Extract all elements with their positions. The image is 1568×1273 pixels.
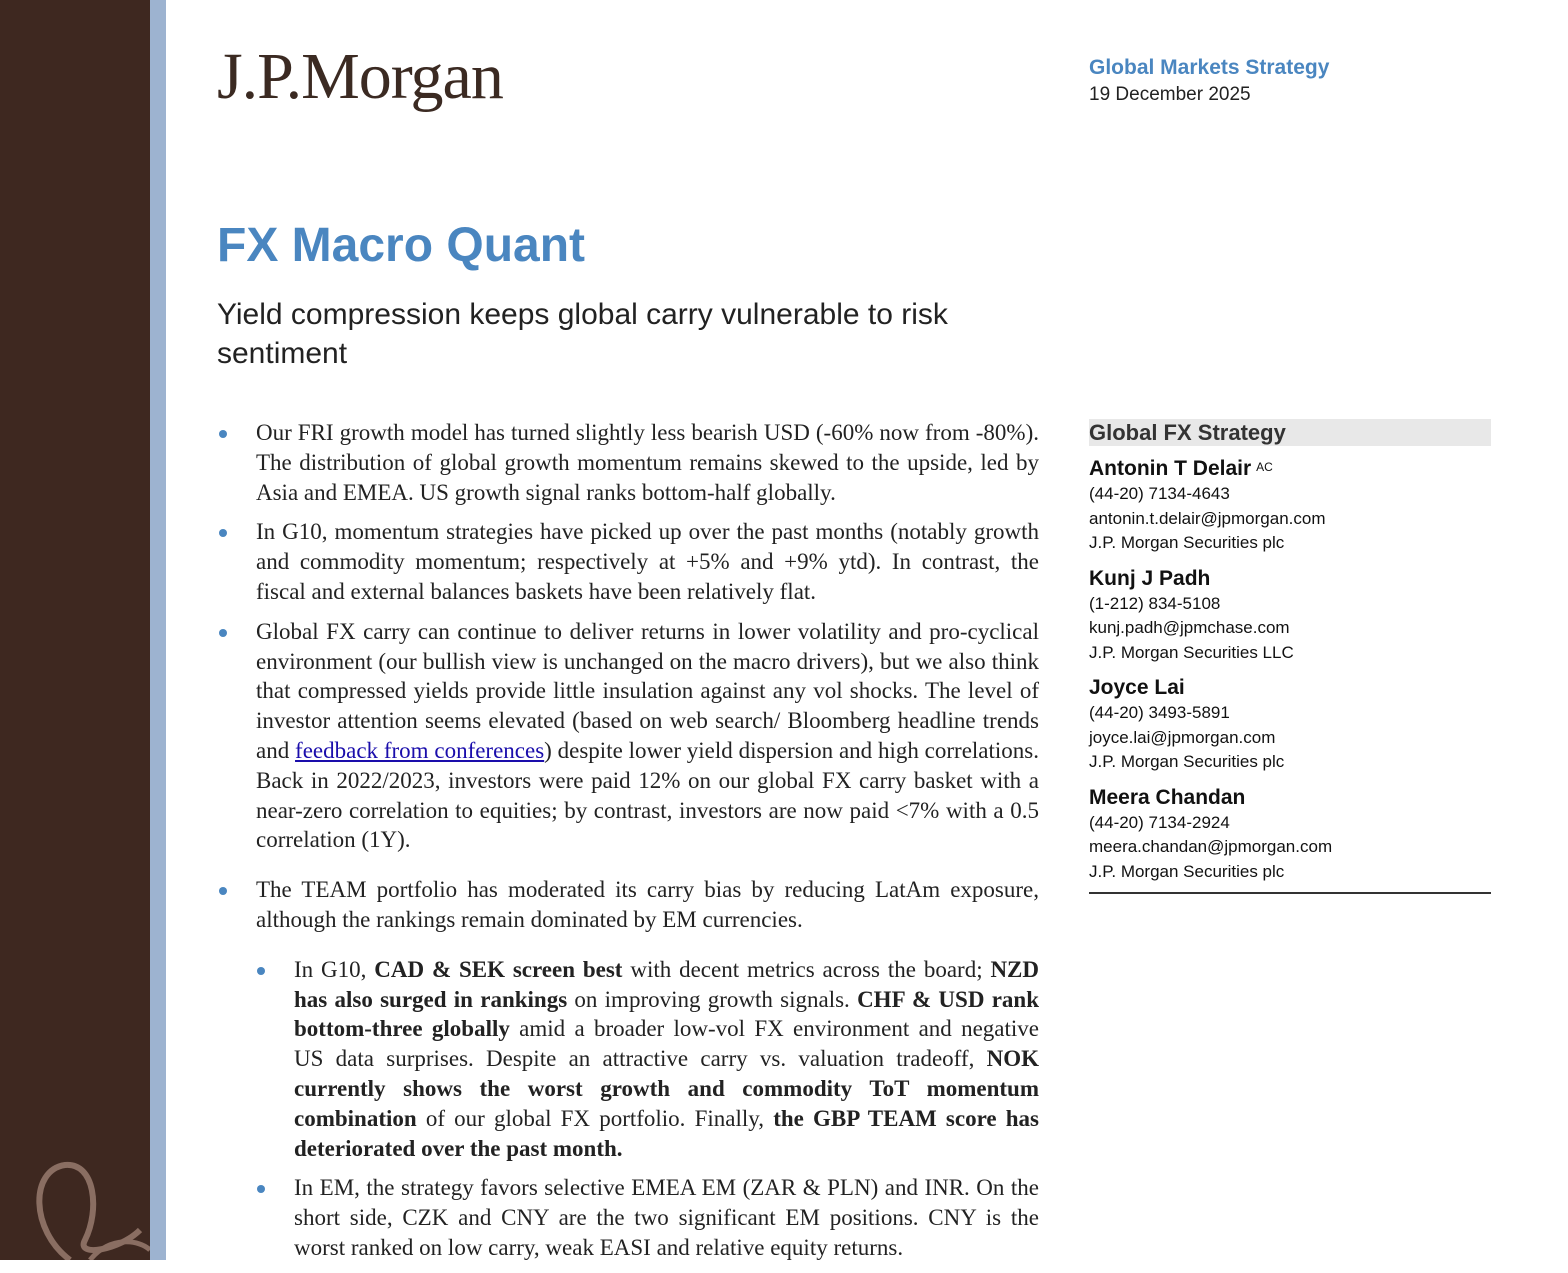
author-email[interactable]: joyce.lai@jpmorgan.com xyxy=(1089,727,1276,747)
bullet-text: The TEAM portfolio has moderated its carry bias by reducing LatAm exposure, although the rankings remain dominated by EM currencies. xyxy=(256,877,1039,932)
sub-text: amid a broader low-vol FX environment and negative US data surprises. Despite an attractive carry vs. valuation tradeoff, xyxy=(294,1016,1039,1072)
sub-text-bold: NZD has also surged in rankings xyxy=(294,956,1039,1012)
author-entity: J.P. Morgan Securities LLC xyxy=(1089,642,1294,662)
sub-bullet-item xyxy=(255,955,1039,1164)
sub-text: In G10, xyxy=(294,956,375,982)
bullet-item xyxy=(217,875,1039,935)
sub-text-bold: the GBP TEAM score has deteriorated over the past month. xyxy=(294,1105,1039,1161)
report-date: 19 December 2025 xyxy=(1089,84,1251,105)
authors-sidebar xyxy=(1089,419,1491,894)
bullet-text: In G10, momentum strategies have picked up over the past months (notably growth and commodity momentum; respectively at +5% and +9% ytd). In contrast, the fiscal and external balances baskets have been relatively flat. xyxy=(256,519,1039,604)
author-name: Antonin T Delair xyxy=(1089,457,1252,480)
author-card xyxy=(1089,566,1491,666)
author-email[interactable]: meera.chandan@jpmorgan.com xyxy=(1089,837,1333,856)
feedback-conferences-link[interactable]: feedback from conferences xyxy=(295,737,545,763)
bullet-dot-icon xyxy=(257,1185,265,1193)
author-name-row xyxy=(1089,456,1491,482)
page-subtitle: Yield compression keeps global carry vulnerable to risk sentiment xyxy=(217,298,948,370)
author-email[interactable]: kunj.padh@jpmchase.com xyxy=(1089,618,1290,637)
author-phone: (1-212) 834-5108 xyxy=(1089,593,1221,613)
bullet-dot-icon xyxy=(219,887,227,895)
bullet-dot-icon xyxy=(219,529,227,537)
author-phone: (44-20) 7134-2924 xyxy=(1089,812,1230,832)
bullet-text: Our FRI growth model has turned slightly less bearish USD (-60% now from -80%). The distribution of global growth momentum remains skewed to the upside, led by Asia and EMEA. US growth signal ranks bottom-half globally. xyxy=(256,420,1039,505)
author-entity: J.P. Morgan Securities plc xyxy=(1089,752,1285,771)
sub-text-bold: CAD & SEK screen best xyxy=(374,956,623,982)
sub-text: In EM, the strategy favors selective EMEA EM (ZAR & PLN) and INR. On the short side, CZK and CNY are the two significant EM positions. CNY is the worst ranked on low carry, weak EASI and relative equity returns. xyxy=(294,1175,1039,1260)
series-name: Global Markets Strategy xyxy=(1089,56,1330,79)
author-entity: J.P. Morgan Securities plc xyxy=(1089,861,1285,881)
bullet-item xyxy=(217,418,1039,507)
author-card xyxy=(1089,785,1491,885)
author-name: Meera Chandan xyxy=(1089,785,1246,809)
bullet-text-cont: ) despite lower yield dispersion and high correlations. Back in 2022/2023, investors were paid 12% on our global FX carry basket with a near-zero correlation to equities; by contrast, investors are now paid <7% with a 0.5 correlation (1Y). xyxy=(256,737,1039,853)
analyst-certification-mark: AC xyxy=(1256,460,1273,474)
swirl-ornament-icon xyxy=(0,1140,150,1260)
sub-text: on improving growth signals. xyxy=(567,986,858,1012)
left-ribbon xyxy=(150,0,166,1260)
jpmorgan-logo: J.P.Morgan xyxy=(217,40,503,113)
bullet-text: Global FX carry can continue to deliver returns in lower volatility and pro-cyclical environment (our bullish view is unchanged on the macro drivers), but we also think that compressed yields provide little insulation against any vol shocks. The level of investor attention seems elevated (based on web search/ Bloomberg headline trends and xyxy=(256,618,1039,763)
bullet-item xyxy=(217,617,1039,855)
sub-text: of our global FX portfolio. Finally, xyxy=(416,1105,774,1131)
sub-text-bold: CHF & USD rank bottom-three globally xyxy=(294,986,1039,1042)
author-phone: (44-20) 3493-5891 xyxy=(1089,703,1230,722)
page-title: FX Macro Quant xyxy=(217,219,586,272)
left-decorative-band xyxy=(0,0,150,1260)
bullet-dot-icon xyxy=(219,629,227,637)
sidebar-heading: Global FX Strategy xyxy=(1089,419,1491,446)
sub-text-bold: NOK currently shows the worst growth and commodity ToT momentum combination xyxy=(294,1046,1039,1131)
bullet-dot-icon xyxy=(257,967,265,975)
sub-text: with decent metrics across the board; xyxy=(622,956,991,982)
author-name: Joyce Lai xyxy=(1089,676,1185,699)
sidebar-divider xyxy=(1089,892,1491,894)
bullet-dot-icon xyxy=(219,430,227,438)
sub-bullet-item xyxy=(255,1173,1039,1262)
author-card xyxy=(1089,456,1491,556)
summary-bullets xyxy=(217,418,1039,1273)
author-phone: (44-20) 7134-4643 xyxy=(1089,484,1230,503)
report-header xyxy=(1089,56,1329,106)
author-email[interactable]: antonin.t.delair@jpmorgan.com xyxy=(1089,508,1326,528)
bullet-item xyxy=(217,517,1039,606)
author-card xyxy=(1089,675,1491,775)
author-name: Kunj J Padh xyxy=(1089,566,1211,590)
author-entity: J.P. Morgan Securities plc xyxy=(1089,533,1285,552)
